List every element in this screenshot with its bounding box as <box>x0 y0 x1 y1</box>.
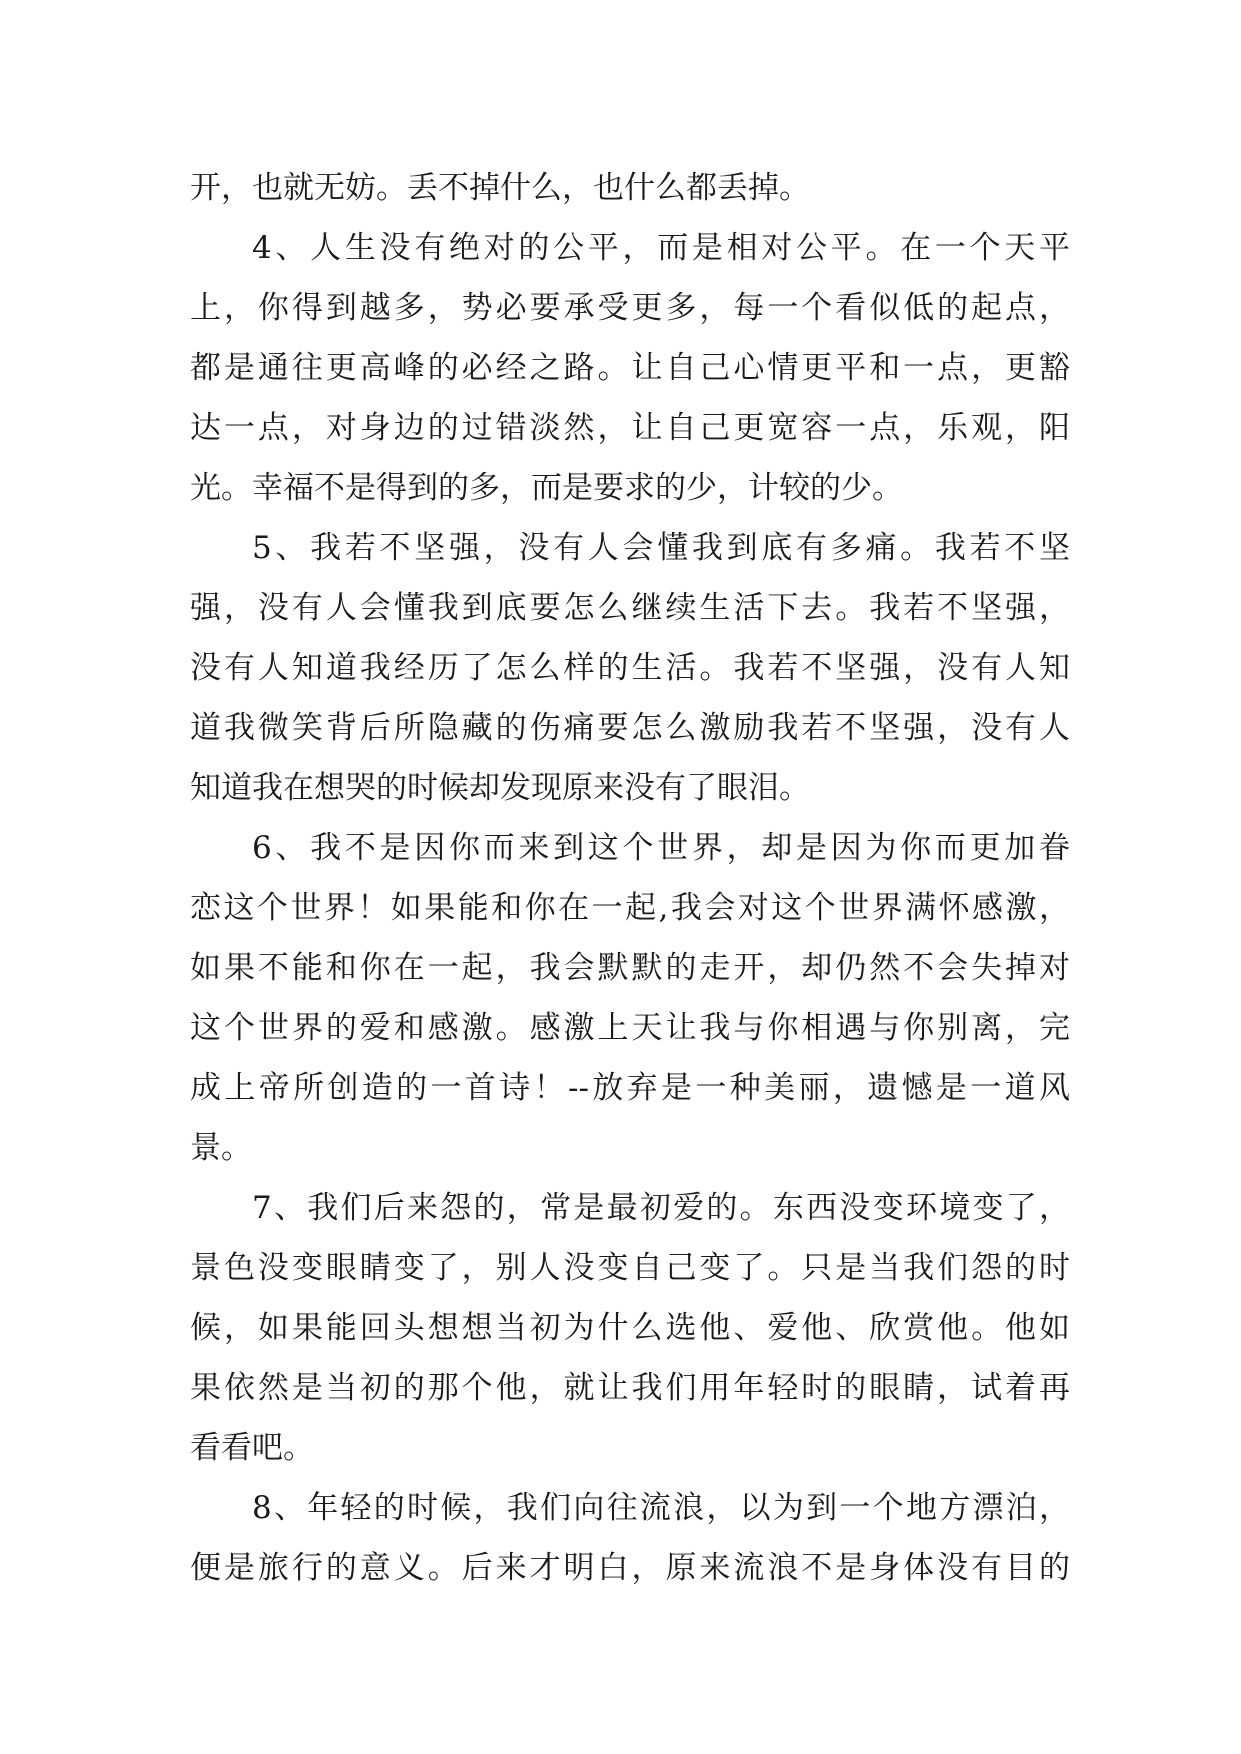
text-line: 开，也就无妨。丢不掉什么，也什么都丢掉。 <box>190 170 810 206</box>
text-line: 强，没有人会懂我到底要怎么继续生活下去。我若不坚强， <box>190 590 1070 626</box>
text-line: 光。幸福不是得到的多，而是要求的少，计较的少。 <box>190 470 903 506</box>
text-line: 景色没变眼睛变了，别人没变自己变了。只是当我们怨的时 <box>190 1250 1070 1286</box>
text-line: 看看吧。 <box>190 1430 314 1466</box>
text-line: 都是通往更高峰的必经之路。让自己心情更平和一点，更豁 <box>190 350 1070 386</box>
text-line: 这个世界的爱和感激。感激上天让我与你相遇与你别离，完 <box>190 1010 1070 1046</box>
text-line: 候，如果能回头想想当初为什么选他、爱他、欣赏他。他如 <box>190 1310 1070 1346</box>
text-line: 道我微笑背后所隐藏的伤痛要怎么激励我若不坚强，没有人 <box>190 710 1070 746</box>
text-line: 4、人生没有绝对的公平，而是相对公平。在一个天平 <box>252 230 1070 266</box>
text-line: 果依然是当初的那个他，就让我们用年轻时的眼睛，试着再 <box>190 1370 1070 1406</box>
text-line: 5、我若不坚强，没有人会懂我到底有多痛。我若不坚 <box>252 530 1070 566</box>
text-line: 上，你得到越多，势必要承受更多，每一个看似低的起点， <box>190 290 1070 326</box>
text-line: 8、年轻的时候，我们向往流浪，以为到一个地方漂泊， <box>252 1490 1070 1526</box>
text-line: 6、我不是因你而来到这个世界，却是因为你而更加眷 <box>252 830 1070 866</box>
text-line: 恋这个世界！如果能和你在一起,我会对这个世界满怀感激， <box>190 890 1070 926</box>
text-line: 景。 <box>190 1130 252 1166</box>
text-line: 达一点，对身边的过错淡然，让自己更宽容一点，乐观，阳 <box>190 410 1070 446</box>
text-line: 没有人知道我经历了怎么样的生活。我若不坚强，没有人知 <box>190 650 1070 686</box>
text-line: 成上帝所创造的一首诗！--放弃是一种美丽，遗憾是一道风 <box>190 1070 1070 1106</box>
text-line: 如果不能和你在一起，我会默默的走开，却仍然不会失掉对 <box>190 950 1070 986</box>
text-line: 知道我在想哭的时候却发现原来没有了眼泪。 <box>190 770 810 806</box>
text-line: 7、我们后来怨的，常是最初爱的。东西没变环境变了， <box>252 1190 1070 1226</box>
text-line: 便是旅行的意义。后来才明白，原来流浪不是身体没有目的 <box>190 1550 1070 1586</box>
